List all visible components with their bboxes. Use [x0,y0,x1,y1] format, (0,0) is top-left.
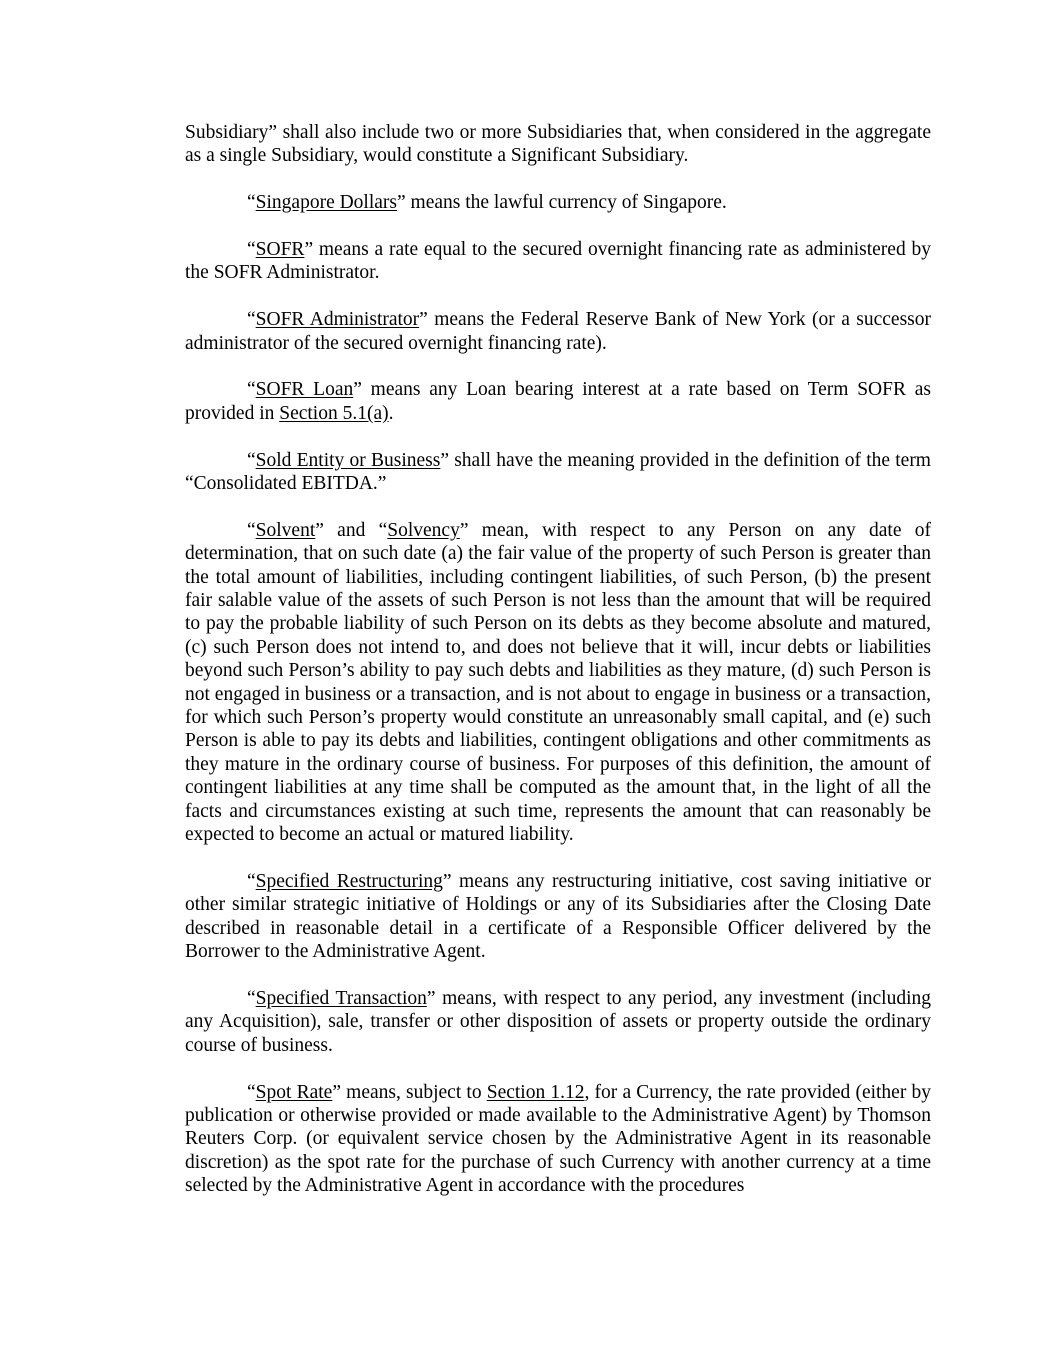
text-run: “ [247,519,256,541]
text-run: ” means any Loan bearing interest at a rate based on Term SOFR as provided in [185,379,931,424]
text-run: “ [247,870,256,892]
document-body [185,121,931,1198]
defined-term: Sold Entity or Business [255,449,441,471]
defined-term: Solvent [255,519,316,541]
text-run: , for a Currency, the rate provided (either by publication or otherwise provided or made available to the Administrative Agent) by Thomson Reuters Corp. (or equivalent service chosen by the Administrative Agent in its reasonable discretion) as the spot rate for the purchase of such Currency with another currency at a time selected by the Administrative Agent in accordance with the procedures [185,1081,931,1197]
paragraph [185,378,931,425]
defined-term: SOFR Loan [255,379,354,401]
text-run: “ [247,192,256,214]
defined-term: Singapore Dollars [255,192,398,214]
text-run: ” and “ [315,519,388,541]
paragraph [185,519,931,847]
text-run: ” means the lawful currency of Singapore. [397,192,727,214]
text-run: “ [247,239,256,260]
defined-term: SOFR Administrator [255,309,420,331]
text-run: “ [247,379,256,401]
defined-term: Specified Restructuring [255,870,443,892]
text-run: “ [247,309,256,331]
text-run: Subsidiary” shall also include two or more Subsidiaries that, when considered in the aggregate as a single Subsidiary, would constitute a Significant Subsidiary. [185,122,931,167]
text-run: “ [247,987,256,1009]
defined-term: Specified Transaction [255,987,427,1009]
text-run: ” means a rate equal to the secured overnight financing rate as administered by the SOFR Administrator. [185,239,931,284]
text-run: ” means the Federal Reserve Bank of New York (or a successor administrator of the secured overnight financing rate). [185,309,931,354]
paragraph [185,238,931,285]
defined-term: Section 5.1(a) [279,402,389,424]
text-run: ” shall have the meaning provided in the definition of the term “Consolidated EBITDA.” [185,449,931,495]
paragraph [185,1081,931,1198]
paragraph [185,191,931,214]
defined-term: Section 1.12 [486,1081,585,1103]
text-run: ” means, subject to [332,1081,487,1103]
text-run: . [388,402,394,424]
paragraph [185,870,931,964]
paragraph [185,987,931,1057]
paragraph [185,449,931,496]
text-run: ” mean, with respect to any Person on any date of determination, that on such date (a) the fair value of the property of such Person is greater than the total amount of liabilities, including contingent liabilities, of such Person, (b) the present fair salable value of the assets of such Person is not less than the amount that will be required to pay the probable liability of such Person on its debts as they become absolute and matured, (c) such Person does not intend to, and does not believe that it will, incur debts or liabilities beyond such Person’s ability to pay such debts and liabilities as they mature, (d) such Person is not engaged in business or a transaction, and is not about to engage in business or a transaction, for which such Person’s property would constitute an unreasonably small capital, and (e) such Person is able to pay its debts and liabilities, contingent obligations and other commitments as they mature in the ordinary course of business. For purposes of this definition, the amount of contingent liabilities at any time shall be computed as the amount that, in the light of all the facts and circumstances existing at such time, represents the amount that can reasonably be expected to become an actual or matured liability. [185,519,931,846]
text-run: “ [247,449,256,471]
paragraph [185,121,931,168]
paragraph [185,308,931,355]
defined-term: SOFR [255,239,305,260]
text-run: ” means any restructuring initiative, cost saving initiative or other similar strategic initiative of Holdings or any of its Subsidiaries after the Closing Date described in reasonable detail in a certificate of a Responsible Officer delivered by the Borrower to the Administrative Agent. [185,870,931,963]
text-run: ” means, with respect to any period, any investment (including any Acquisition), sale, transfer or other disposition of assets or property outside the ordinary course of business. [185,987,931,1056]
text-run: “ [247,1081,256,1103]
defined-term: Spot Rate [255,1081,333,1103]
defined-term: Solvency [387,519,460,541]
